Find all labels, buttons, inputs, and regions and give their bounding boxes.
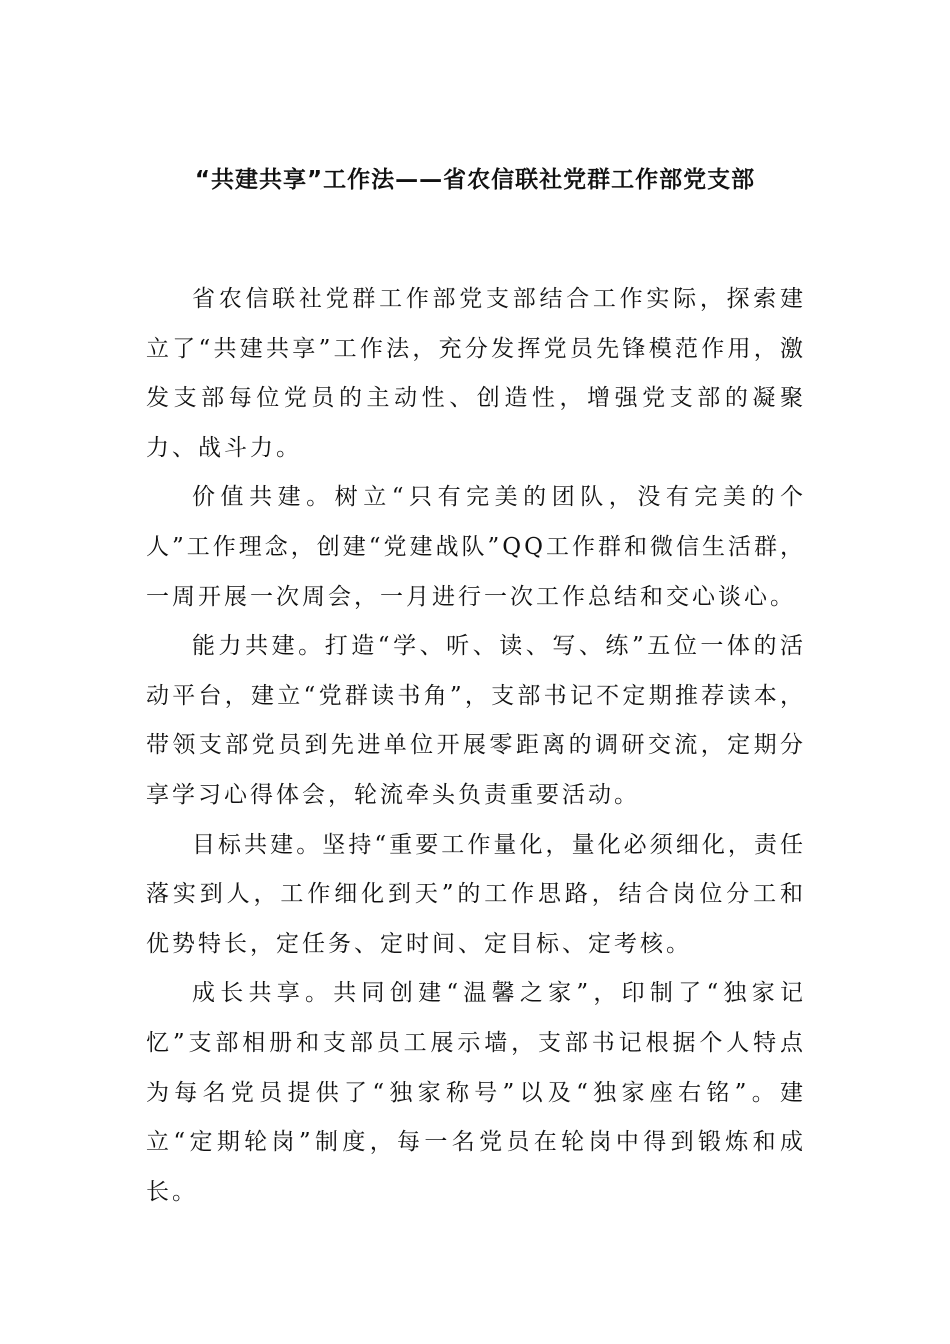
paragraph-intro: 省农信联社党群工作部党支部结合工作实际，探索建立了“共建共享”工作法，充分发挥党员先锋模范作用，激发支部每位党员的主动性、创造性，增强党支部的凝聚力、战斗力。 <box>146 286 806 461</box>
paragraph-growth-sharing: 成长共享。共同创建“温馨之家”，印制了“独家记忆”支部相册和支部员工展示墙，支部书记根据个人特点为每名党员提供了“独家称号”以及“独家座右铭”。建立“定期轮岗”制度，每一名党员在轮岗中得到锻炼和成长。 <box>146 980 806 1205</box>
paragraph-value-co-building: 价值共建。树立“只有完美的团队，没有完美的个人”工作理念，创建“党建战队”QQ工作群和微信生活群，一周开展一次周会，一月进行一次工作总结和交心谈心。 <box>146 484 806 610</box>
paragraph-ability-co-building: 能力共建。打造“学、听、读、写、练”五位一体的活动平台，建立“党群读书角”，支部书记不定期推荐读本，带领支部党员到先进单位开展零距离的调研交流，定期分享学习心得体会，轮流牵头负责重要活动。 <box>146 633 806 808</box>
document-body <box>146 275 806 1217</box>
paragraph-goal-co-building: 目标共建。坚持“重要工作量化，量化必须细化，责任落实到人，工作细化到天”的工作思路，结合岗位分工和优势特长，定任务、定时间、定目标、定考核。 <box>146 831 806 957</box>
document-title: “共建共享”工作法——省农信联社党群工作部党支部 <box>194 167 756 193</box>
